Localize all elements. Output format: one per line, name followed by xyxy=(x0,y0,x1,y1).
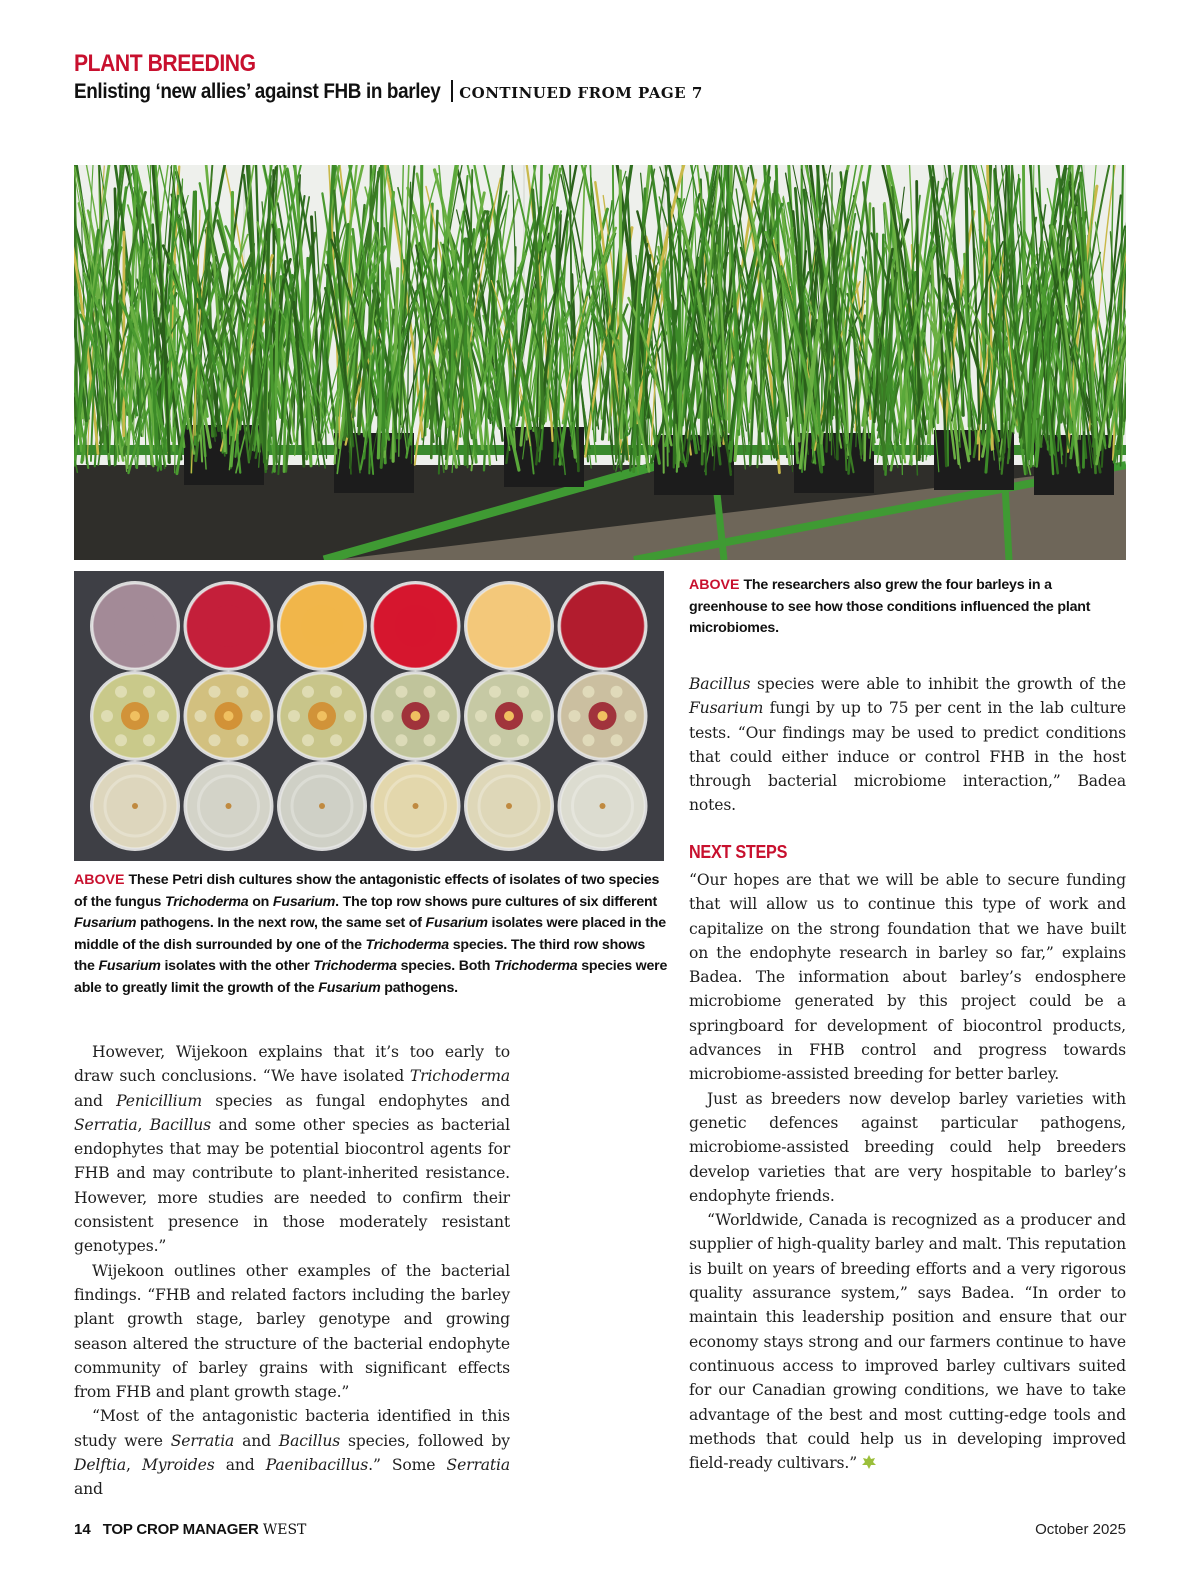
right-paragraph-4-text: “Worldwide, Canada is recognized as a producer and supplier of high-quality barley and malt. This reputation is built on years of breeding efforts and a very rigorous quality assurance system,” says Badea. “In order to maintain this leadership position and ensure that our economy stays strong and our farmers continue to have continuous access to improved barley cultivars suited for our Canadian growing conditions, we have to take advantage of the best and most cutting-edge tools and methods that could help us in developing improved field-ready cultivars.” xyxy=(689,1211,1126,1473)
section-label: PLANT BREEDING xyxy=(74,50,256,77)
italic-term: Serratia xyxy=(74,1115,138,1134)
left-paragraph-2: Wijekoon outlines other examples of the bacterial findings. “FHB and related factors including the barley plant growth stage, barley genotype and growing season altered the structure of the bacterial endophyte community of barley grains with significant effects from FHB and plant growth stage.” xyxy=(74,1261,510,1402)
right-column-top xyxy=(689,672,1126,818)
left-paragraph-1 xyxy=(74,1040,510,1259)
text-run: on xyxy=(248,893,273,910)
headline-separator xyxy=(451,80,453,102)
page-number: 14 xyxy=(74,1521,91,1538)
text-run: species were able to greatly limit the growth of the xyxy=(74,958,668,996)
italic-term: Fusarium xyxy=(74,915,137,931)
italic-term: Fusarium xyxy=(272,893,336,910)
continued-from: CONTINUED FROM PAGE 7 xyxy=(459,84,703,102)
left-paragraph-3 xyxy=(74,1404,510,1501)
caption-lead: ABOVE xyxy=(689,577,740,593)
left-column xyxy=(74,1040,510,1502)
greenhouse-photo xyxy=(74,165,1126,560)
text-run: isolates were placed in the middle of the dish surrounded by one of the xyxy=(74,915,666,953)
text-run: and xyxy=(214,1456,266,1475)
text-run: and xyxy=(234,1431,279,1450)
italic-term: Trichoderma xyxy=(409,1067,510,1086)
text-run: . The top row shows pure cultures of six different xyxy=(335,893,658,910)
greenhouse-caption xyxy=(689,575,1126,640)
petri-dish-photo xyxy=(74,571,664,861)
text-run: species as fungal endophytes and xyxy=(202,1091,510,1110)
italic-term: Trichoderma xyxy=(164,893,249,910)
text-run: and some other species as bacterial endophytes that may be potential biocontrol agents for FHB and may contribute to plant-inherited resistance. However, more studies are needed to confirm their consistent presence in those moderately resistant genotypes.” xyxy=(74,1115,510,1256)
italic-term: Serratia xyxy=(446,1456,510,1475)
right-paragraph-2: “Our hopes are that we will be able to secure funding that will allow us to continue this type of work and capitalize on the strong foundation that we have built on the endophyte research in barley so far,” explains Badea. The information about barley’s endosphere microbiome generated by this project could be a springboard for development of biocontrol products, advances in FHB control and progress towards microbiome-assisted breeding for better barley. xyxy=(689,871,1126,1084)
italic-term: Bacillus xyxy=(278,1431,341,1450)
headline: Enlisting ‘new allies’ against FHB in barley xyxy=(74,80,441,103)
italic-term: Trichoderma xyxy=(494,958,578,974)
italic-term: Trichoderma xyxy=(365,936,449,953)
right-column-bottom xyxy=(689,868,1126,1475)
italic-term: Delftia xyxy=(74,1456,126,1475)
page-footer xyxy=(74,1521,1126,1545)
text-run: These Petri dish cultures show the antagonistic effects of isolates of two species of the fungus xyxy=(74,872,660,910)
petri-caption-text xyxy=(74,872,667,996)
magazine-name: TOP CROP MANAGER xyxy=(102,1521,259,1538)
italic-term: Fusarium xyxy=(689,699,764,718)
right-paragraph-3: Just as breeders now develop barley varieties with genetic defences against particular pathogens, microbiome-assisted breeding could help breeders develop varieties that are very hospitable to barley’s endophyte friends. xyxy=(689,1089,1126,1205)
greenhouse-caption-text: The researchers also grew the four barleys in a greenhouse to see how those conditions influenced the plant microbiomes. xyxy=(689,577,1091,636)
text-run: isolates with the other xyxy=(160,958,314,974)
text-run: pathogens. In the next row, the same set of xyxy=(136,915,426,931)
text-run: species. The third row shows the xyxy=(74,936,646,974)
text-run: species. Both xyxy=(396,958,494,974)
text-run: “Most of the antagonistic bacteria identified in this study were xyxy=(74,1407,510,1450)
right-paragraph-1 xyxy=(689,672,1126,818)
text-run: pathogens. xyxy=(380,979,458,996)
text-run: and xyxy=(74,1480,103,1499)
subhead-next-steps: NEXT STEPS xyxy=(689,842,788,862)
italic-term: Penicillium xyxy=(116,1091,203,1110)
text-run: However, Wijekoon explains that it’s too early to draw such conclusions. “We have isolated xyxy=(74,1043,510,1086)
italic-term: Trichoderma xyxy=(313,958,397,974)
caption-lead: ABOVE xyxy=(74,872,125,888)
italic-term: Bacillus xyxy=(689,675,751,693)
italic-term: Serratia xyxy=(170,1431,235,1450)
text-run: , xyxy=(126,1456,142,1475)
text-run: species were able to inhibit the growth of the xyxy=(750,675,1126,693)
headline-row xyxy=(74,80,1126,104)
folio xyxy=(74,1521,306,1538)
leaf-end-mark-icon xyxy=(861,1454,877,1470)
magazine-edition: WEST xyxy=(262,1522,307,1538)
petri-caption xyxy=(74,870,668,999)
barley-plants-illustration xyxy=(74,165,1126,560)
italic-term: Fusarium xyxy=(425,915,488,931)
italic-term: Paenibacillus xyxy=(265,1456,369,1475)
text-run: species, followed by xyxy=(340,1431,510,1450)
italic-term: Myroides xyxy=(141,1456,215,1475)
issue-date: October 2025 xyxy=(1035,1521,1126,1538)
page-header xyxy=(74,50,1126,104)
petri-dishes-illustration xyxy=(74,571,664,861)
text-run: , xyxy=(137,1115,150,1134)
text-run: and xyxy=(74,1091,117,1110)
italic-term: Bacillus xyxy=(149,1115,212,1134)
italic-term: Fusarium xyxy=(318,979,381,996)
right-paragraph-4 xyxy=(689,1208,1126,1475)
text-run: .” Some xyxy=(368,1456,447,1475)
italic-term: Fusarium xyxy=(98,958,161,974)
text-run: fungi by up to 75 per cent in the lab culture tests. “Our findings may be used to predict conditions that could either induce or control FHB in the host through bacterial microbiome interaction,” Badea notes. xyxy=(689,699,1126,815)
